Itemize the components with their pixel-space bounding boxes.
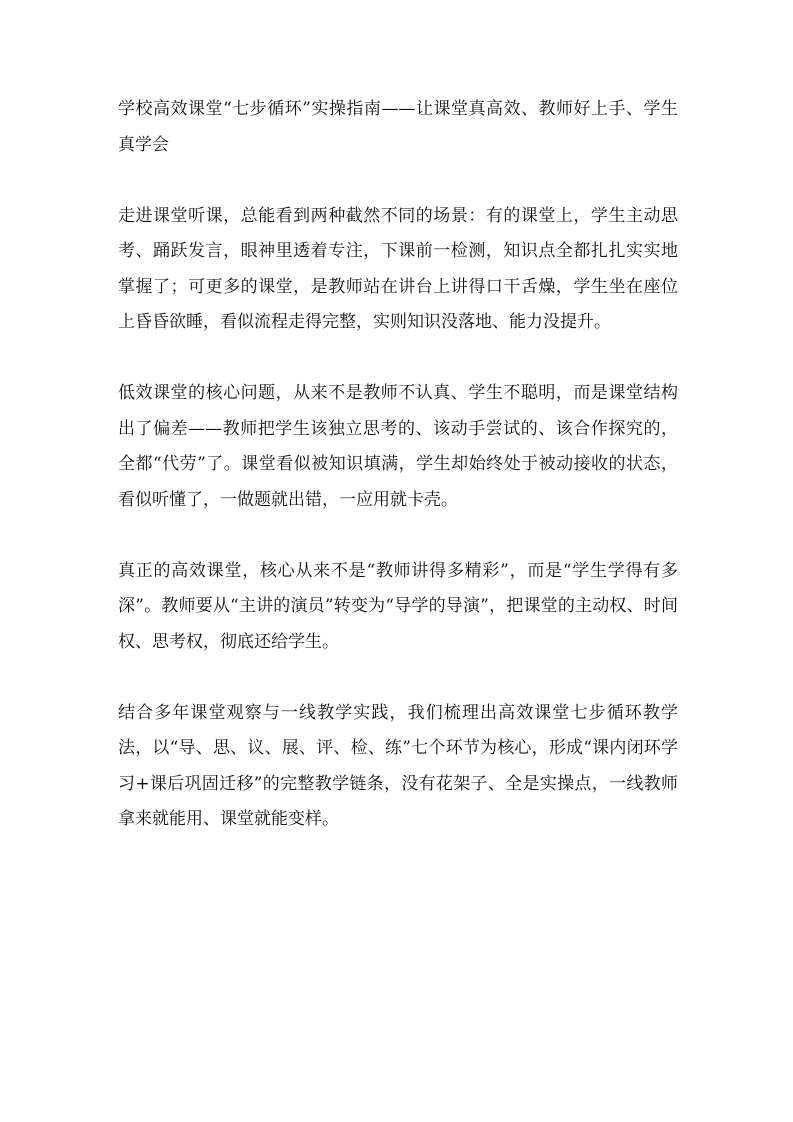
document-title: 学校高效课堂“七步循环”实操指南——让课堂真高效、教师好上手、学生真学会 bbox=[118, 99, 678, 155]
paragraph-3: 真正的高效课堂，核心从来不是“教师讲得多精彩”，而是“学生学得有多深”。教师要从“主讲的演员”转变为“导学的导演”，把课堂的主动权、时间权、思考权，彻底还给学生。 bbox=[118, 560, 678, 652]
paragraph-4: 结合多年课堂观察与一线教学实践，我们梳理出高效课堂七步循环教学法，以“导、思、议、展、评、检、练”七个环节为核心，形成“课内闭环学习+课后巩固迁移”的完整教学链条，没有花架子、全是实操点，一线教师拿来就能用、课堂就能变样。 bbox=[118, 702, 678, 829]
document-page bbox=[118, 92, 678, 873]
paragraph-1: 走进课堂听课，总能看到两种截然不同的场景：有的课堂上，学生主动思考、踊跃发言，眼神里透着专注，下课前一检测，知识点全都扎扎实实地掌握了；可更多的课堂，是教师站在讲台上讲得口干舌燥，学生坐在座位上昏昏欲睡，看似流程走得完整，实则知识没落地、能力没提升。 bbox=[118, 205, 678, 332]
paragraph-2: 低效课堂的核心问题，从来不是教师不认真、学生不聪明，而是课堂结构出了偏差——教师把学生该独立思考的、该动手尝试的、该合作探究的，全都“代劳”了。课堂看似被知识填满，学生却始终处于被动接收的状态，看似听懂了，一做题就出错，一应用就卡壳。 bbox=[118, 383, 678, 510]
